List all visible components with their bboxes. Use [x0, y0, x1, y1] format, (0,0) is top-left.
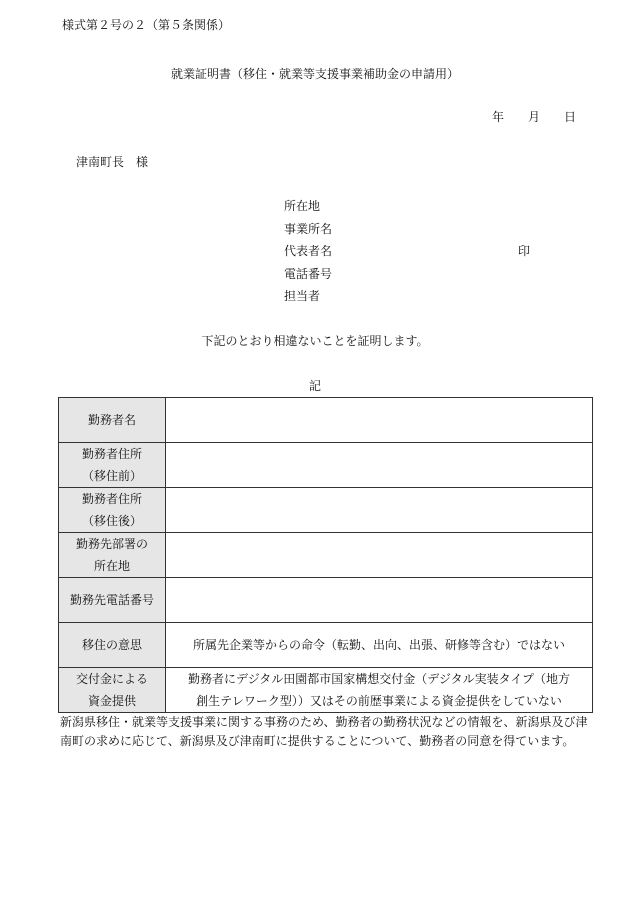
row-label [59, 488, 166, 533]
table-row-employee-name [59, 398, 593, 443]
row-label-line: 交付金による [75, 672, 148, 686]
row-label-line: 勤務者住所 [81, 447, 142, 461]
row-label [59, 443, 166, 488]
row-value-cell[interactable] [166, 398, 593, 443]
row-value-line: 勤務者にデジタル田園都市国家構想交付金（デジタル実装タイプ（地方 [188, 672, 570, 686]
table-row-workplace-location [59, 533, 593, 578]
row-label-line: 勤務者名 [87, 413, 136, 427]
ki-heading: 記 [308, 379, 321, 393]
row-value-line: 創生テレワーク型））又はその前歴事業による資金提供をしていない [196, 694, 562, 708]
date-day: 日 [564, 110, 577, 124]
addressee: 津南町長 様 [76, 155, 149, 169]
form-number: 様式第２号の２（第５条関係） [62, 18, 231, 32]
company-block [284, 198, 531, 311]
table-row-workplace-phone [59, 578, 593, 623]
table-row-address-after [59, 488, 593, 533]
table-row-address-before [59, 443, 593, 488]
row-value-cell[interactable] [166, 443, 593, 488]
row-value-cell[interactable] [166, 533, 593, 578]
seal-mark: 印 [518, 244, 531, 258]
consent-footnote: 新潟県移住・就業等支援事業に関する事務のため、勤務者の勤務状況などの情報を、新潟県及び津南町の求めに応じて、新潟県及び津南町に提供することについて、勤務者の同意を得ています。 [60, 715, 588, 748]
row-value-cell[interactable] [166, 623, 593, 668]
row-label-line: 勤務先電話番号 [69, 593, 154, 607]
row-label [59, 578, 166, 623]
row-label-line: （移住前） [81, 469, 142, 483]
date-month: 月 [528, 110, 541, 124]
company-name-label: 事業所名 [284, 221, 333, 236]
row-value-cell[interactable] [166, 578, 593, 623]
date-year: 年 [492, 110, 505, 124]
row-label-line: 資金提供 [87, 694, 136, 708]
row-label [59, 668, 166, 713]
employment-info-table [58, 397, 593, 713]
company-address-label: 所在地 [284, 199, 321, 213]
table-row-grant-funding [59, 668, 593, 713]
row-label [59, 398, 166, 443]
row-value-cell[interactable] [166, 668, 593, 713]
row-label [59, 623, 166, 668]
date-line [492, 109, 576, 125]
row-value-cell[interactable] [166, 488, 593, 533]
row-label-line: 勤務者住所 [81, 492, 142, 506]
phone-label: 電話番号 [284, 266, 333, 281]
row-label-line: 移住の意思 [81, 638, 142, 652]
contact-person-label: 担当者 [284, 289, 321, 303]
row-label-line: 所在地 [93, 559, 130, 573]
table-row-migration-intent [59, 623, 593, 668]
row-label-line: （移住後） [81, 514, 142, 528]
document-title: 就業証明書（移住・就業等支援事業補助金の申請用） [170, 67, 459, 81]
row-label-line: 勤務先部署の [75, 537, 148, 551]
row-label [59, 533, 166, 578]
representative-label: 代表者名 印 [284, 244, 531, 258]
row-value-line: 所属先企業等からの命令（転勤、出向、出張、研修等含む）ではない [192, 638, 565, 652]
certification-statement: 下記のとおり相違ないことを証明します。 [201, 334, 429, 348]
